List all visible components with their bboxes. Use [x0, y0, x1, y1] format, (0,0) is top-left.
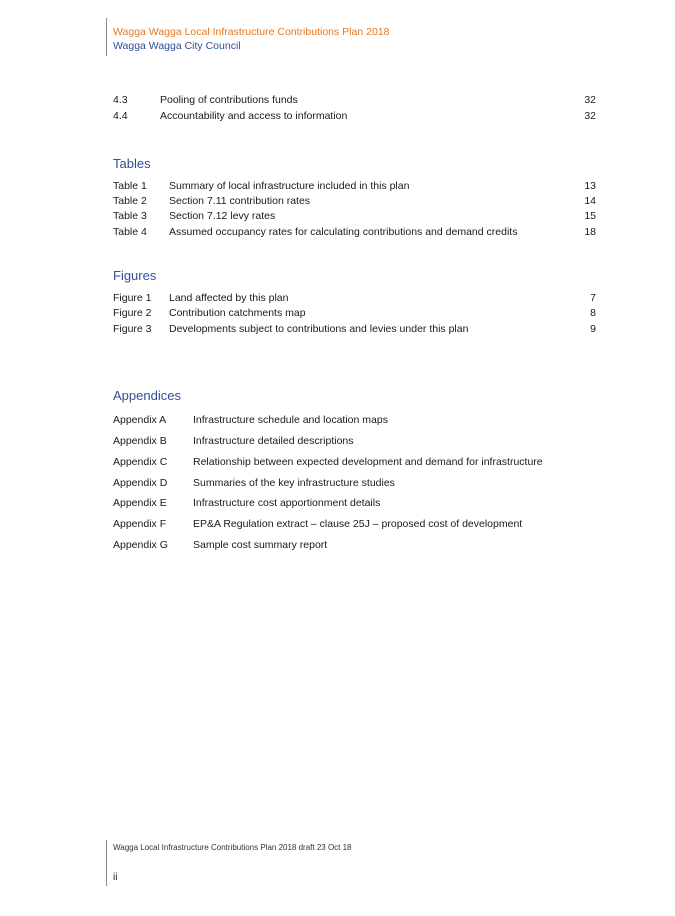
table-title: Section 7.11 contribution rates: [169, 195, 311, 207]
appendix-entry-c[interactable]: [113, 455, 596, 469]
toc-page: 32: [584, 110, 596, 122]
header-divider: [106, 18, 107, 56]
table-page: 18: [584, 226, 596, 238]
table-title: Section 7.12 levy rates: [169, 210, 276, 222]
appendix-label: Appendix B: [113, 435, 167, 447]
figure-number: Figure 2: [113, 307, 152, 319]
table-number: Table 3: [113, 210, 147, 222]
figures-heading: Figures: [113, 268, 157, 283]
tables-heading: Tables: [113, 156, 151, 171]
toc-number: 4.4: [113, 110, 128, 122]
appendix-label: Appendix D: [113, 477, 168, 489]
figure-page: 9: [590, 323, 596, 335]
appendix-label: Appendix G: [113, 539, 168, 551]
appendix-label: Appendix E: [113, 497, 167, 509]
figure-entry-1[interactable]: [113, 291, 596, 305]
toc-page: 32: [584, 94, 596, 106]
figure-number: Figure 1: [113, 292, 152, 304]
toc-number: 4.3: [113, 94, 128, 106]
table-entry-1[interactable]: [113, 179, 596, 193]
appendix-label: Appendix A: [113, 414, 167, 426]
table-entry-3[interactable]: [113, 209, 596, 223]
appendix-title: Infrastructure schedule and location maps: [193, 414, 388, 426]
footer-document-info: Wagga Local Infrastructure Contributions Plan 2018 draft 23 Oct 18: [113, 843, 352, 852]
figure-title: Land affected by this plan: [169, 292, 289, 304]
figure-title: Developments subject to contributions and levies under this plan: [169, 323, 469, 335]
document-title: Wagga Wagga Local Infrastructure Contributions Plan 2018: [113, 26, 390, 38]
table-page: 13: [584, 180, 596, 192]
toc-entry-4-3[interactable]: [113, 93, 596, 107]
table-number: Table 2: [113, 195, 147, 207]
figure-entry-2[interactable]: [113, 306, 596, 320]
appendix-entry-g[interactable]: [113, 538, 596, 552]
toc-title: Accountability and access to information: [160, 110, 348, 122]
table-number: Table 4: [113, 226, 147, 238]
appendix-entry-a[interactable]: [113, 413, 596, 427]
figure-entry-3[interactable]: [113, 322, 596, 336]
figure-number: Figure 3: [113, 323, 152, 335]
page-number: ii: [113, 872, 118, 883]
appendix-title: Infrastructure detailed descriptions: [193, 435, 354, 447]
appendix-entry-e[interactable]: [113, 496, 596, 510]
figure-title: Contribution catchments map: [169, 307, 306, 319]
appendix-title: Infrastructure cost apportionment details: [193, 497, 381, 509]
toc-title: Pooling of contributions funds: [160, 94, 298, 106]
table-entry-2[interactable]: [113, 194, 596, 208]
table-title: Assumed occupancy rates for calculating contributions and demand credits: [169, 226, 518, 238]
appendix-label: Appendix F: [113, 518, 167, 530]
appendix-title: Summaries of the key infrastructure studies: [193, 477, 395, 489]
table-page: 14: [584, 195, 596, 207]
appendix-entry-d[interactable]: [113, 476, 596, 490]
appendix-entry-b[interactable]: [113, 434, 596, 448]
table-entry-4[interactable]: [113, 225, 596, 239]
footer-divider: [106, 840, 107, 886]
appendices-heading: Appendices: [113, 388, 181, 403]
appendix-title: Relationship between expected development and demand for infrastructure: [193, 456, 543, 468]
table-title: Summary of local infrastructure included in this plan: [169, 180, 410, 192]
appendix-title: Sample cost summary report: [193, 539, 328, 551]
organisation-name: Wagga Wagga City Council: [113, 40, 241, 52]
table-number: Table 1: [113, 180, 147, 192]
figure-page: 7: [590, 292, 596, 304]
toc-entry-4-4[interactable]: [113, 109, 596, 123]
appendix-title: EP&A Regulation extract – clause 25J – proposed cost of development: [193, 518, 523, 530]
appendix-label: Appendix C: [113, 456, 168, 468]
figure-page: 8: [590, 307, 596, 319]
table-page: 15: [584, 210, 596, 222]
appendix-entry-f[interactable]: [113, 517, 596, 531]
